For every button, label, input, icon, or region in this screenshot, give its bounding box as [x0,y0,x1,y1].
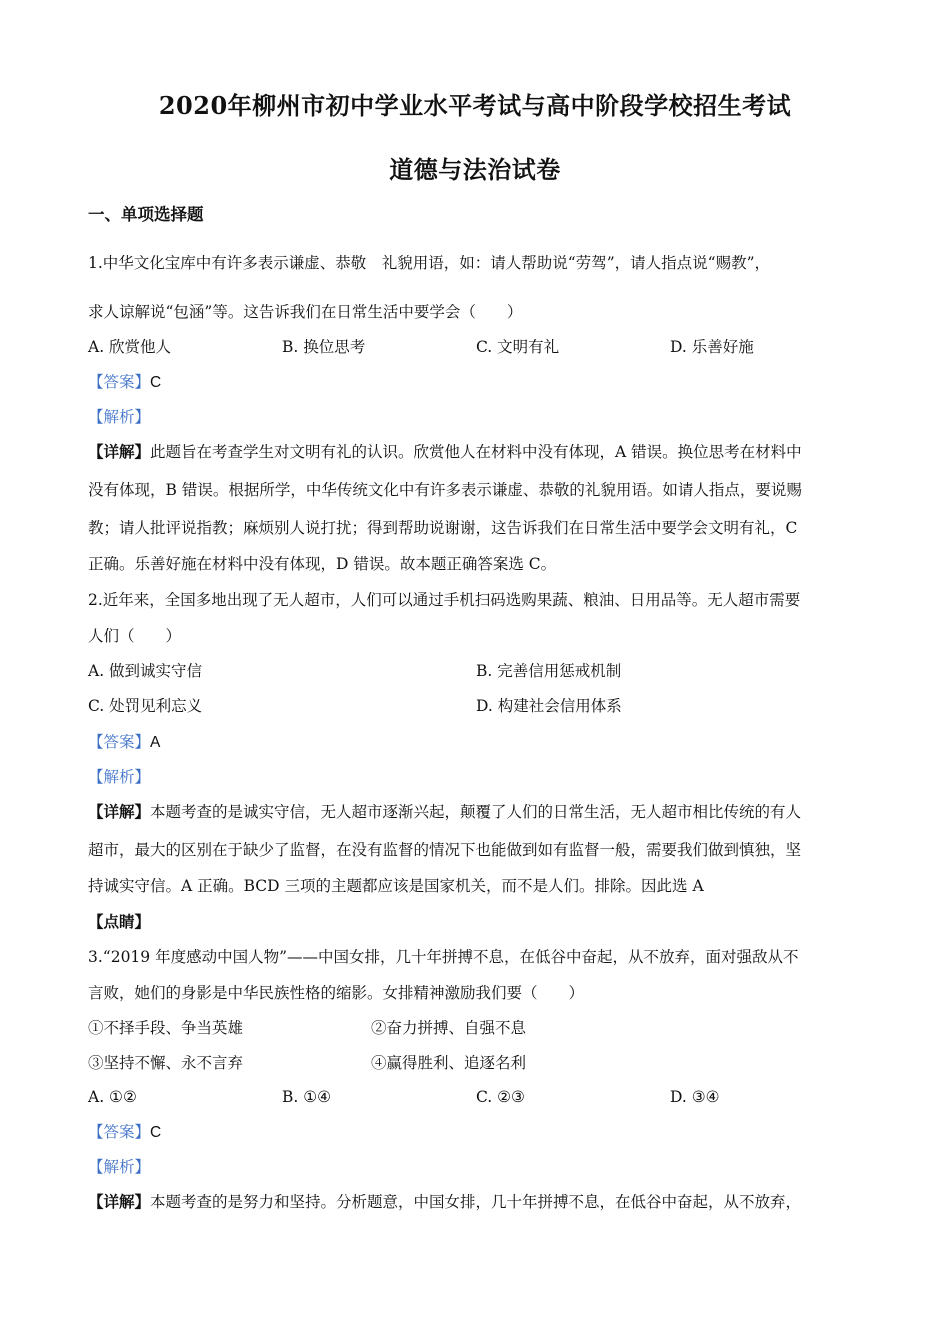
q1-stem-line1: 1.中华文化宝库中有许多表示谦虚、恭敬 礼貌用语，如：请人帮助说“劳驾”，请人指点说“赐教”， [88,254,770,272]
q1-answer [88,371,161,393]
q3-option-d: D. ③④ [670,1088,720,1106]
q3-item-1: ①不择手段、争当英雄 [88,1019,244,1037]
q2-detail-line1 [88,801,801,823]
q2-answer [88,731,160,753]
q3-item-2: ②奋力拼搏、自强不息 [371,1019,527,1037]
q1-analysis-tag [88,406,150,428]
q1-option-a: A. 欣赏他人 [88,338,172,356]
q3-option-c: C. ②③ [476,1088,525,1106]
q3-stem-line1: 3.“2019 年度感动中国人物”——中国女排，几十年拼搏不息，在低谷中奋起，从不放弃，面对强敌从不 [88,948,799,966]
q3-option-b: B. ①④ [282,1088,332,1106]
detail-tag: 【详解】 [88,442,151,461]
exam-subtitle: 道德与法治试卷 [389,155,561,184]
q2-stem-line1: 2.近年来，全国多地出现了无人超市，人们可以通过手机扫码选购果蔬、粮油、日用品等。无人超市需要 [88,591,801,609]
q2-detail-line2: 超市，最大的区别在于缺少了监督，在没有监督的情况下也能做到如有监督一般，需要我们做到慎独，坚 [88,841,802,859]
q1-option-b: B. 换位思考 [282,338,366,356]
q1-detail-line2: 没有体现，B 错误。根据所学，中华传统文化中有许多表示谦虚、恭敬的礼貌用语。如请人指点，要说赐 [88,481,802,499]
q1-option-d: D. 乐善好施 [670,338,754,356]
q2-point-tag: 【点睛】 [88,912,151,931]
answer-value: A [150,734,161,751]
q2-option-b: B. 完善信用惩戒机制 [476,662,622,680]
q3-answer [88,1121,161,1143]
q2-option-a: A. 做到诚实守信 [88,662,203,680]
answer-tag: 【答案】 [88,733,151,751]
q3-option-a: A. ①② [88,1088,137,1106]
q3-detail-line1 [88,1191,801,1213]
q3-analysis-tag [88,1156,150,1178]
analysis-tag: 【解析】 [88,1158,151,1176]
q1-option-c: C. 文明有礼 [476,338,560,356]
q1-detail-line3: 教；请人批评说指教；麻烦别人说打扰；得到帮助说谢谢，这告诉我们在日常生活中要学会文明有礼，C [88,519,798,537]
q2-analysis-tag [88,766,150,788]
q2-detail-line3: 持诚实守信。A 正确。BCD 三项的主题都应该是国家机关，而不是人们。排除。因此选 A [88,877,704,895]
section-heading: 一、单项选择题 [88,205,204,224]
q1-stem-line2: 求人谅解说“包涵”等。这告诉我们在日常生活中要学会（ ） [88,303,523,321]
exam-title: 2020年柳州市初中学业水平考试与高中阶段学校招生考试 [158,91,792,120]
q3-item-4: ④赢得胜利、追逐名利 [371,1054,527,1072]
answer-tag: 【答案】 [88,373,151,391]
detail-text: 本题考查的是努力和坚持。分析题意，中国女排，几十年拼搏不息，在低谷中奋起，从不放弃， [150,1193,802,1211]
q2-option-d: D. 构建社会信用体系 [476,697,622,715]
detail-text: 本题考查的是诚实守信，无人超市逐渐兴起，颠覆了人们的日常生活，无人超市相比传统的有人 [150,803,802,821]
answer-value: C [150,374,162,391]
q2-stem-line2: 人们（ ） [88,627,182,645]
q3-item-3: ③坚持不懈、永不言弃 [88,1054,244,1072]
answer-tag: 【答案】 [88,1123,151,1141]
detail-text: 此题旨在考查学生对文明有礼的认识。欣赏他人在材料中没有体现，A 错误。换位思考在材料中 [150,443,802,461]
q2-option-c: C. 处罚见利忘义 [88,697,203,715]
q1-detail-line4: 正确。乐善好施在材料中没有体现，D 错误。故本题正确答案选 C。 [88,555,557,573]
q1-detail-line1 [88,441,802,463]
analysis-tag: 【解析】 [88,408,151,426]
analysis-tag: 【解析】 [88,768,151,786]
q3-stem-line2: 言败，她们的身影是中华民族性格的缩影。女排精神激励我们要（ ） [88,984,585,1002]
detail-tag: 【详解】 [88,1192,151,1211]
detail-tag: 【详解】 [88,802,151,821]
answer-value: C [150,1124,162,1141]
